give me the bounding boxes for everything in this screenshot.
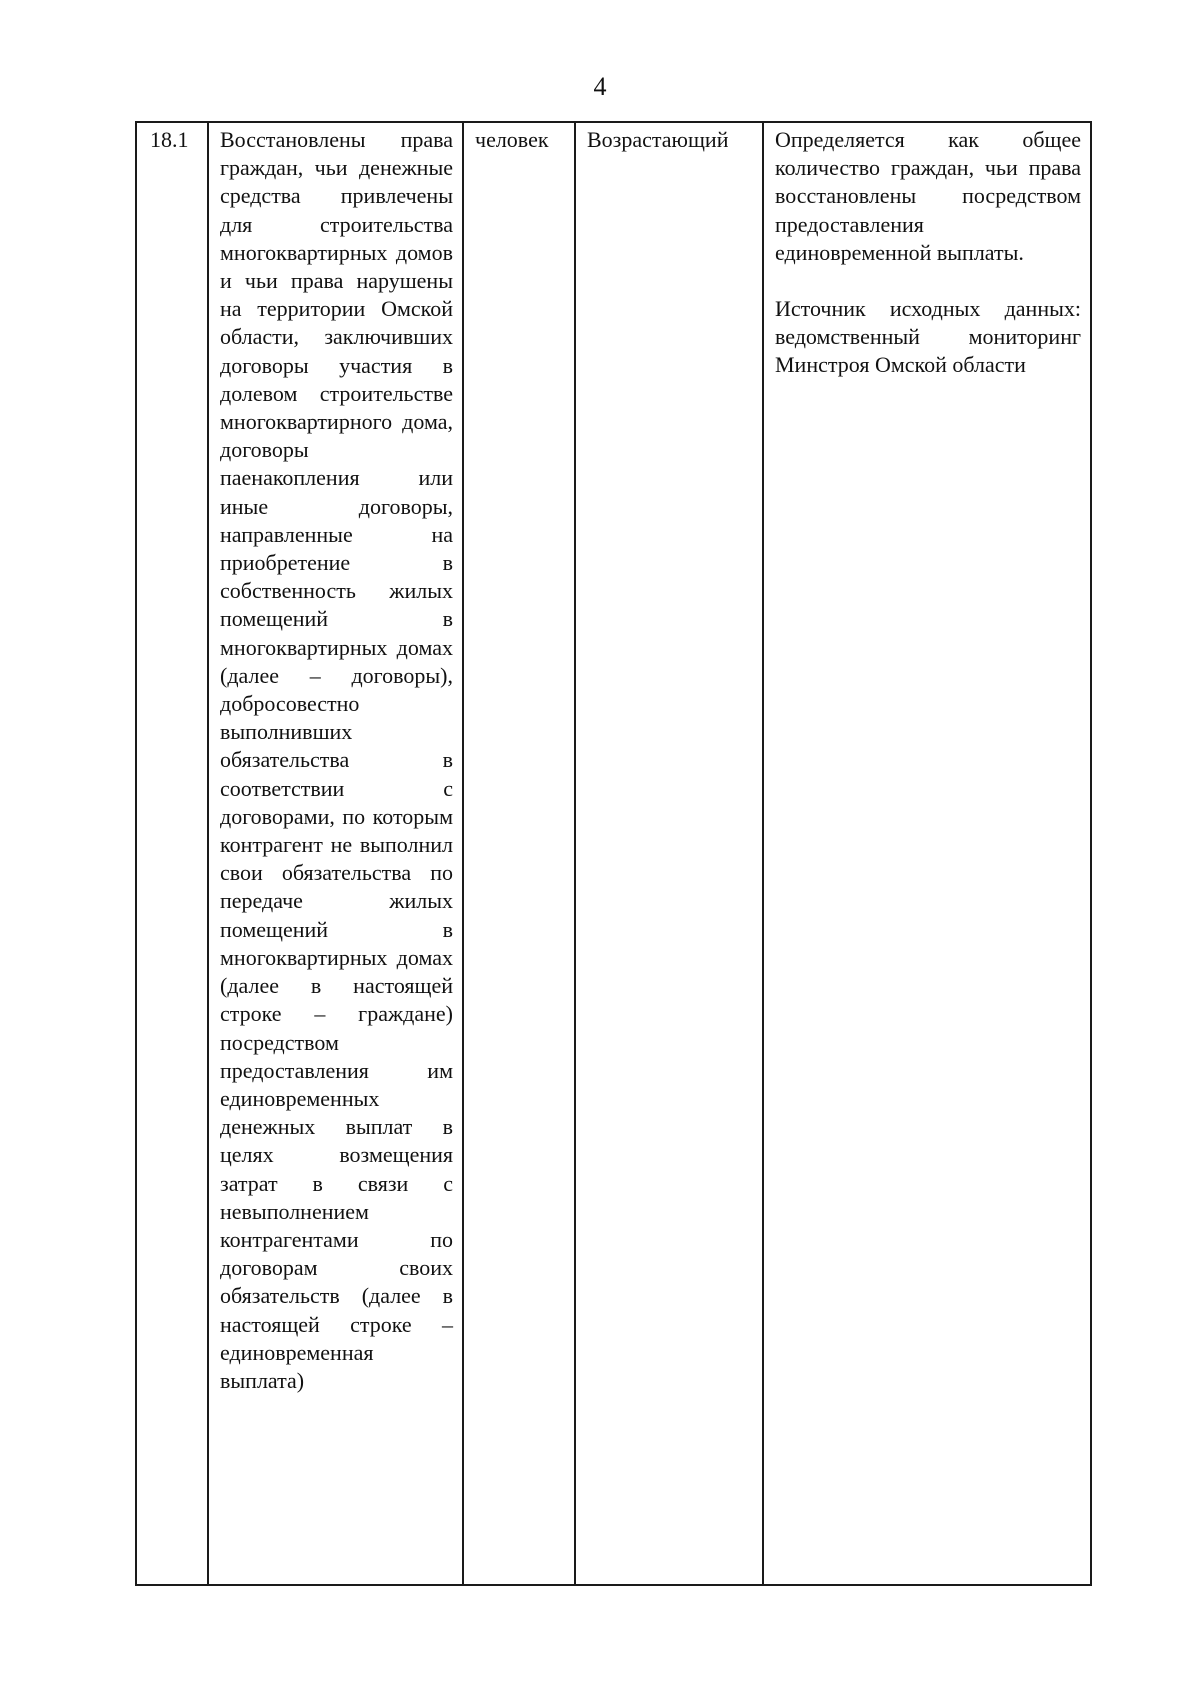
table-row [136, 122, 1091, 1585]
indicator-name: Восстановлены права граждан, чьи денежные средства привлечены для строительства многоквартирных домов и чьи права нарушены на территории Омской области, заключивших договоры участия в долевом строительстве многоквартирного дома, договоры паенакопления или иные договоры, направленные на приобретение в собственность жилых помещений в многоквартирных домах (далее – договоры), добросовестно выполнивших обязательства в соответствии с договорами, по которым контрагент не выполнил свои обязательства по передаче жилых помещений в многоквартирных домах (далее в настоящей строке – граждане) посредством предоставления им единовременных денежных выплат в целях возмещения затрат в связи с невыполнением контрагентами по договорам своих обязательств (далее в настоящей строке – единовременная выплата) [220, 127, 453, 1393]
indicator-name-cell [208, 122, 463, 1585]
calculation-definition: Определяется как общее количество граждан, чьи права восстановлены посредством предоставления единовременной выплаты. [775, 127, 1081, 265]
indicator-table [135, 121, 1092, 1586]
trend-type: Возрастающий [587, 127, 729, 152]
unit-cell [463, 122, 575, 1585]
row-number-cell [136, 122, 208, 1585]
unit-of-measure: человек [475, 127, 549, 152]
page-number: 4 [593, 72, 607, 101]
data-source: Источник исходных данных: ведомственный мониторинг Минстроя Омской области [775, 296, 1081, 378]
definition-cell [763, 122, 1091, 1585]
row-number: 18.1 [150, 127, 189, 152]
trend-cell [575, 122, 763, 1585]
